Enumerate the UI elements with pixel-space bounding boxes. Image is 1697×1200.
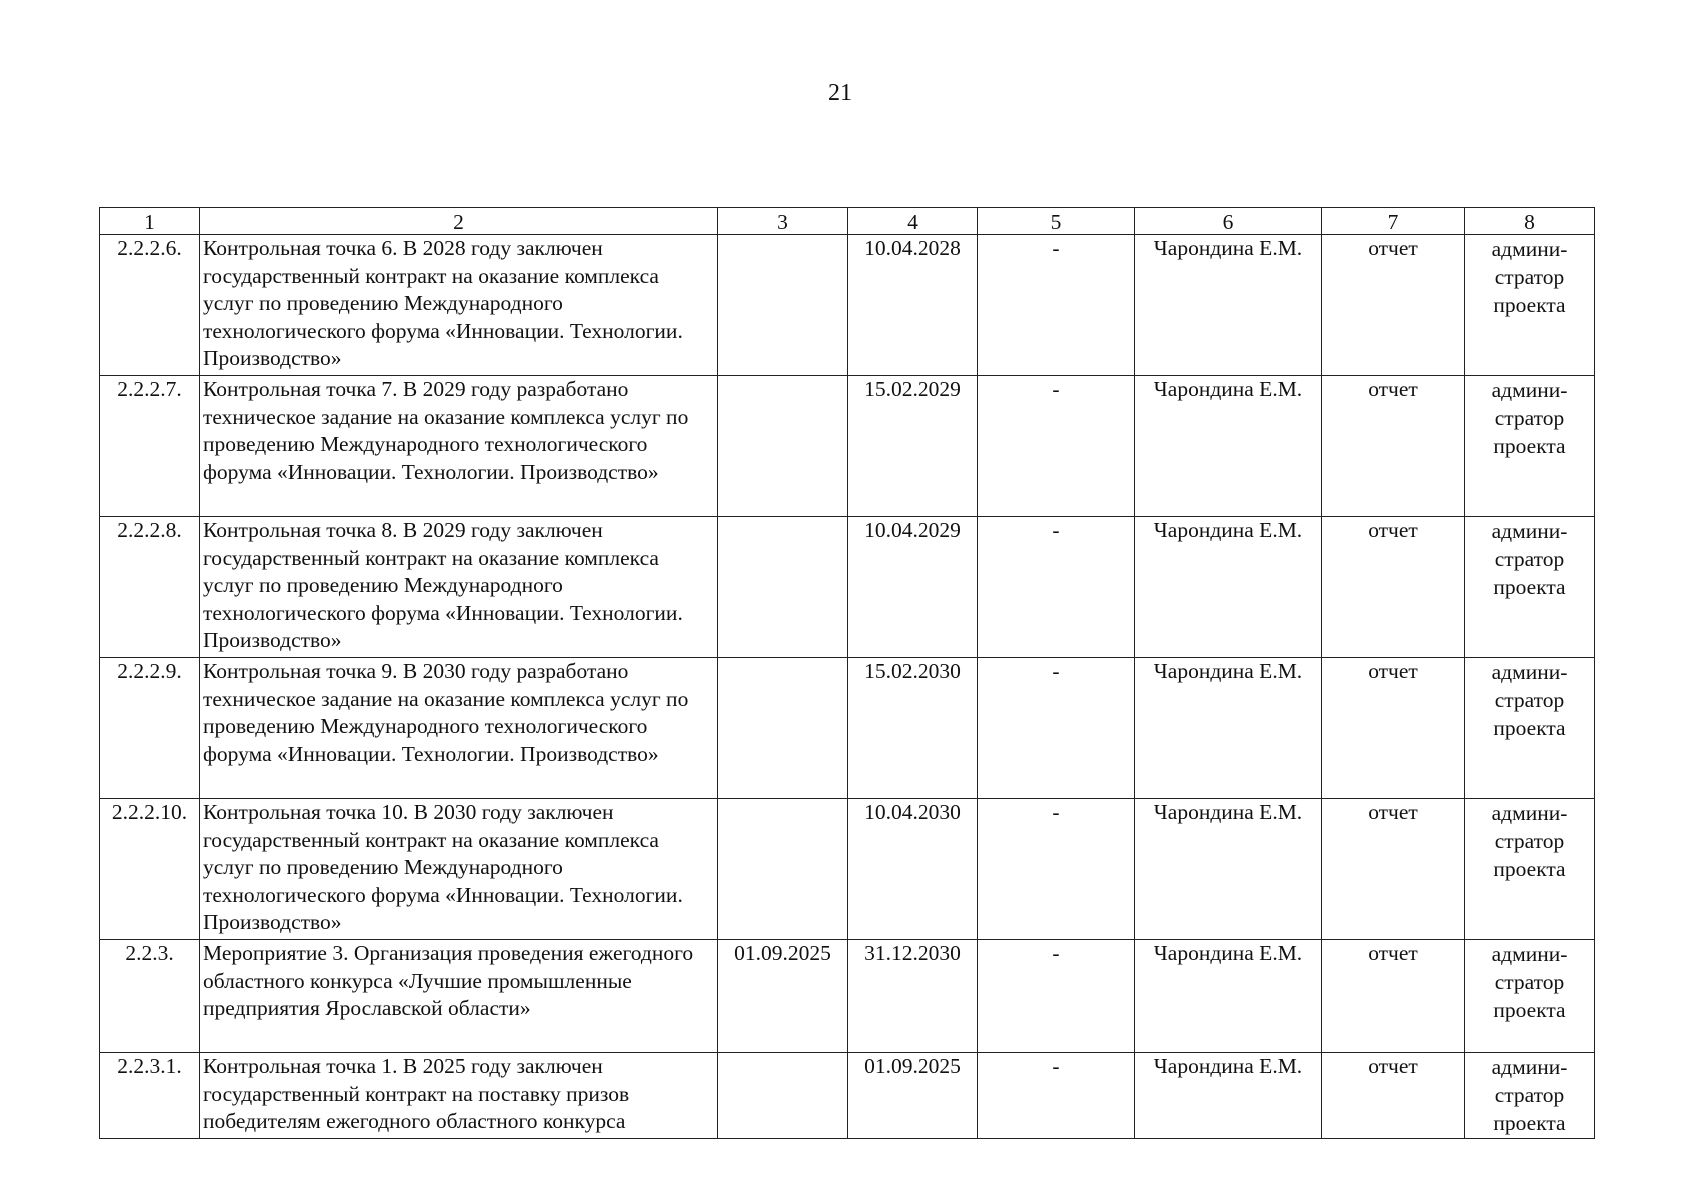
end-date: 10.04.2029 <box>848 517 978 658</box>
document-type: отчет <box>1322 940 1465 1053</box>
table-row <box>100 517 1595 658</box>
item-description: Контрольная точка 10. В 2030 году заключен государственный контракт на оказание комплекса услуг по проведению Международного технологического форума «Инновации. Технологии. Производство» <box>200 799 718 940</box>
column-5-value: - <box>978 1053 1135 1139</box>
item-number: 2.2.3. <box>100 940 200 1053</box>
item-number: 2.2.2.9. <box>100 658 200 799</box>
column-header-6: 6 <box>1135 208 1322 235</box>
column-5-value: - <box>978 517 1135 658</box>
responsible-person: Чарондина Е.М. <box>1135 799 1322 940</box>
item-description: Контрольная точка 9. В 2030 году разработано техническое задание на оказание комплекса услуг по проведению Международного технологического форума «Инновации. Технологии. Производство» <box>200 658 718 799</box>
table-row <box>100 799 1595 940</box>
column-5-value: - <box>978 799 1135 940</box>
document-type: отчет <box>1322 799 1465 940</box>
table-row <box>100 658 1595 799</box>
table-header-row <box>100 208 1595 235</box>
column-header-8: 8 <box>1465 208 1595 235</box>
item-description: Контрольная точка 7. В 2029 году разработано техническое задание на оказание комплекса услуг по проведению Международного технологического форума «Инновации. Технологии. Производство» <box>200 376 718 517</box>
role: админи-стратор проекта <box>1465 376 1595 517</box>
document-type: отчет <box>1322 376 1465 517</box>
item-number: 2.2.3.1. <box>100 1053 200 1139</box>
role: админи-стратор проекта <box>1465 517 1595 658</box>
responsible-person: Чарондина Е.М. <box>1135 376 1322 517</box>
column-header-2: 2 <box>200 208 718 235</box>
role: админи-стратор проекта <box>1465 658 1595 799</box>
document-type: отчет <box>1322 517 1465 658</box>
item-description: Контрольная точка 1. В 2025 году заключен государственный контракт на поставку призов победителям ежегодного областного конкурса <box>200 1053 718 1139</box>
end-date: 15.02.2029 <box>848 376 978 517</box>
item-number: 2.2.2.10. <box>100 799 200 940</box>
end-date: 31.12.2030 <box>848 940 978 1053</box>
end-date: 10.04.2028 <box>848 235 978 376</box>
column-header-4: 4 <box>848 208 978 235</box>
table-row <box>100 1053 1595 1139</box>
responsible-person: Чарондина Е.М. <box>1135 517 1322 658</box>
plan-table <box>99 207 1595 1139</box>
column-5-value: - <box>978 376 1135 517</box>
table-row <box>100 235 1595 376</box>
item-number: 2.2.2.8. <box>100 517 200 658</box>
column-header-5: 5 <box>978 208 1135 235</box>
item-number: 2.2.2.6. <box>100 235 200 376</box>
document-type: отчет <box>1322 658 1465 799</box>
start-date <box>718 235 848 376</box>
responsible-person: Чарондина Е.М. <box>1135 940 1322 1053</box>
role: админи-стратор проекта <box>1465 940 1595 1053</box>
role: админи-стратор проекта <box>1465 1053 1595 1139</box>
start-date <box>718 376 848 517</box>
responsible-person: Чарондина Е.М. <box>1135 658 1322 799</box>
document-type: отчет <box>1322 235 1465 376</box>
table-row <box>100 376 1595 517</box>
item-description: Мероприятие 3. Организация проведения ежегодного областного конкурса «Лучшие промышленные предприятия Ярославской области» <box>200 940 718 1053</box>
responsible-person: Чарондина Е.М. <box>1135 235 1322 376</box>
item-number: 2.2.2.7. <box>100 376 200 517</box>
page-number: 21 <box>828 80 852 106</box>
start-date <box>718 799 848 940</box>
end-date: 15.02.2030 <box>848 658 978 799</box>
document-type: отчет <box>1322 1053 1465 1139</box>
item-description: Контрольная точка 8. В 2029 году заключен государственный контракт на оказание комплекса услуг по проведению Международного технологического форума «Инновации. Технологии. Производство» <box>200 517 718 658</box>
start-date <box>718 658 848 799</box>
table-row <box>100 940 1595 1053</box>
end-date: 01.09.2025 <box>848 1053 978 1139</box>
start-date <box>718 1053 848 1139</box>
column-5-value: - <box>978 940 1135 1053</box>
start-date <box>718 517 848 658</box>
end-date: 10.04.2030 <box>848 799 978 940</box>
column-5-value: - <box>978 235 1135 376</box>
column-header-7: 7 <box>1322 208 1465 235</box>
responsible-person: Чарондина Е.М. <box>1135 1053 1322 1139</box>
item-description: Контрольная точка 6. В 2028 году заключен государственный контракт на оказание комплекса услуг по проведению Международного технологического форума «Инновации. Технологии. Производство» <box>200 235 718 376</box>
role: админи-стратор проекта <box>1465 235 1595 376</box>
role: админи-стратор проекта <box>1465 799 1595 940</box>
start-date: 01.09.2025 <box>718 940 848 1053</box>
column-header-1: 1 <box>100 208 200 235</box>
column-5-value: - <box>978 658 1135 799</box>
column-header-3: 3 <box>718 208 848 235</box>
